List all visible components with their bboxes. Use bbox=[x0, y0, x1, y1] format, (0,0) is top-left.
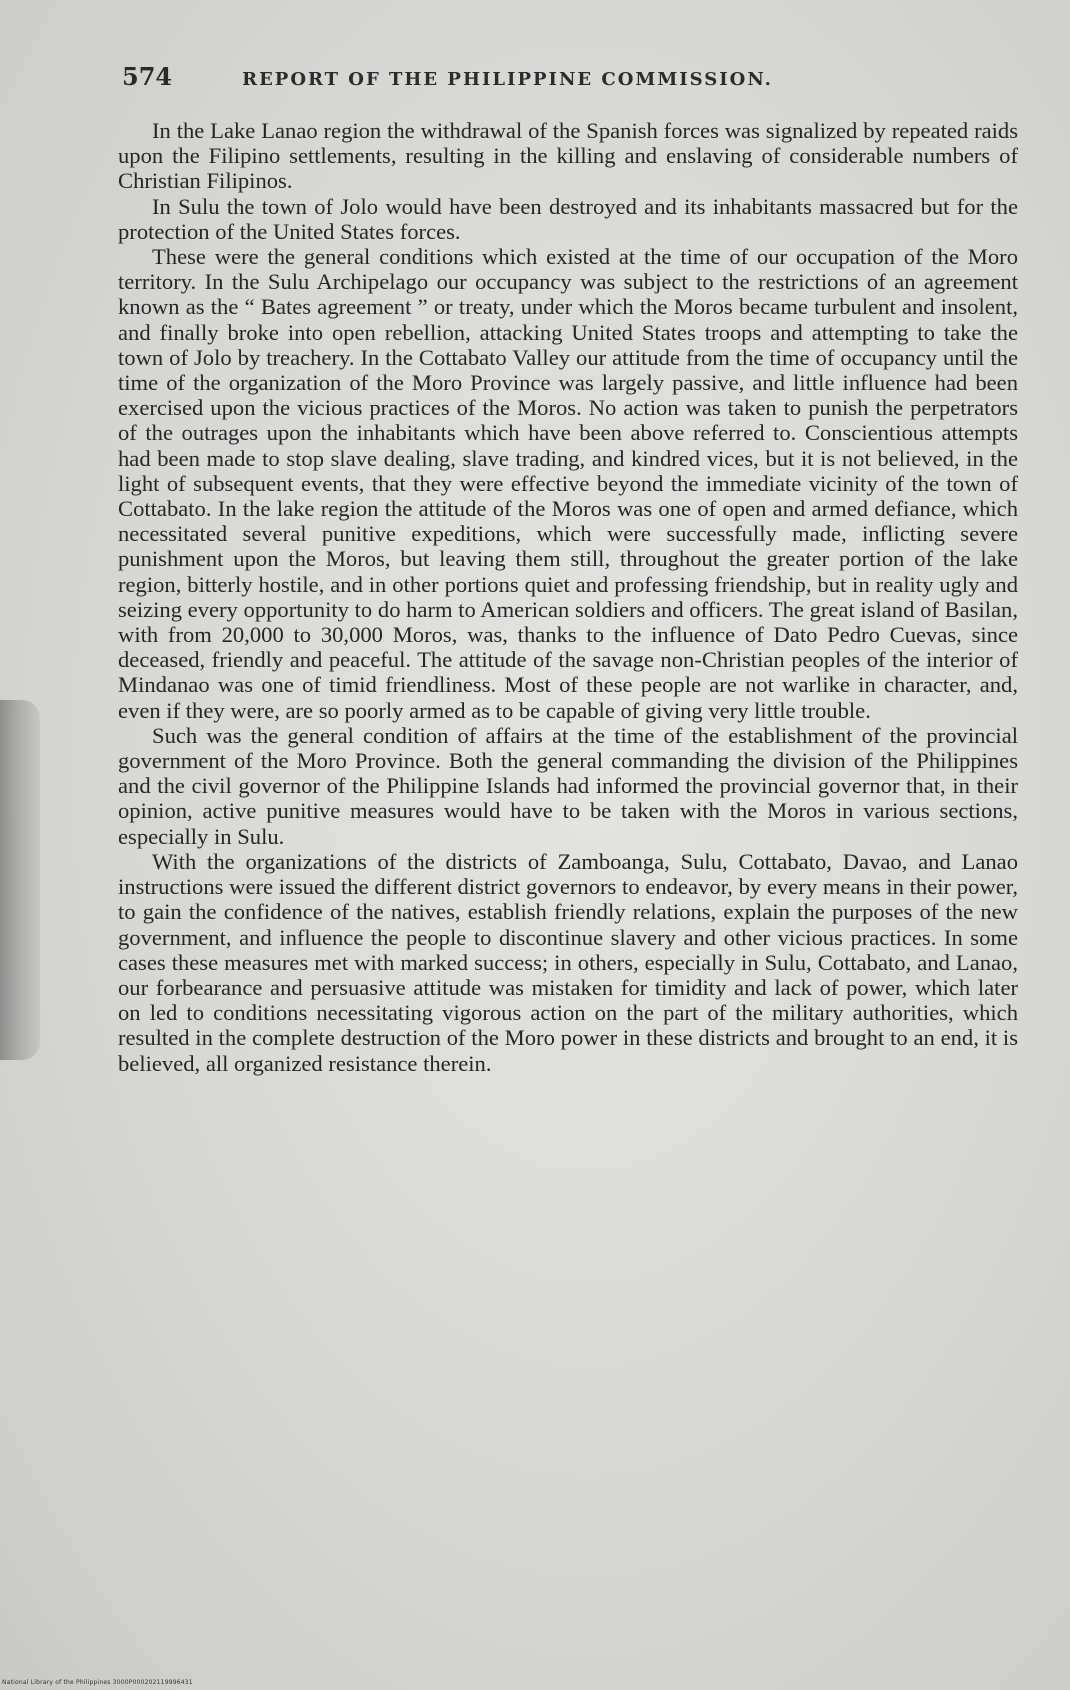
body-text bbox=[118, 118, 1018, 1076]
scan-credit-footer: National Library of the Philippines 3000P000202119996431 bbox=[2, 1679, 193, 1686]
paragraph-district-organizations: With the organizations of the districts of Zamboanga, Sulu, Cottabato, Davao, and Lanao instructions were issued the different district governors to endeavor, by every means in their power, to gain the confidence of the natives, establish friendly relations, explain the purposes of the new government, and influence the people to discontinue slavery and other vicious practices. In some cases these measures met with marked success; in others, especially in Sulu, Cottabato, and Lanao, our forbearance and persuasive attitude was mistaken for timidity and lack of power, which later on led to conditions necessitating vigorous action on the part of the military authorities, which resulted in the complete destruction of the Moro power in these districts and brought to an end, it is believed, all organized resistance therein. bbox=[118, 848, 1018, 1076]
paragraph-general-conditions: These were the general conditions which existed at the time of our occupation of the Moro territory. In the Sulu Archipelago our occupancy was subject to the restrictions of an agreement known as the “ Bates agreement ” or treaty, under which the Moros became turbulent and insolent, and finally broke into open rebellion, attacking United States troops and attempting to take the town of Jolo by treachery. In the Cottabato Valley our attitude from the time of occupancy until the time of the organization of the Moro Province was largely passive, and little influence had been exercised upon the vicious practices of the Moros. No action was taken to punish the perpetrators of the outrages upon the inhabitants which have been above referred to. Conscientious attempts had been made to stop slave dealing, slave trading, and kindred vices, but it is not believed, in the light of subsequent events, that they were effective beyond the immediate vicinity of the town of Cottabato. In the lake region the attitude of the Moros was one of open and armed defiance, which necessitated several punitive expeditions, which were successfully made, inflicting severe punishment upon the Moros, but leaving them still, throughout the greater portion of the lake region, bitterly hostile, and in other portions quiet and professing friendship, but in reality ugly and seizing every opportunity to do harm to American soldiers and officers. The great island of Basilan, with from 20,000 to 30,000 Moros, was, thanks to the influence of Dato Pedro Cuevas, since deceased, friendly and peaceful. The attitude of the savage non-Christian peoples of the interior of Mindanao was one of timid friendliness. Most of these people are not warlike in character, and, even if they were, are so poorly armed as to be capable of giving very little trouble. bbox=[118, 244, 1018, 723]
page-number: 574 bbox=[122, 62, 173, 91]
paragraph-sulu-jolo: In Sulu the town of Jolo would have been destroyed and its inhabitants massacred but for the protection of the United States forces. bbox=[118, 193, 1018, 244]
page-header bbox=[122, 62, 962, 102]
paragraph-provincial-government: Such was the general condition of affairs at the time of the establishment of the provincial government of the Moro Province. Both the general commanding the division of the Philippines and the civil governor of the Philippine Islands had informed the provincial governor that, in their opinion, active punitive measures would have to be taken with the Moros in various sections, especially in Sulu. bbox=[118, 722, 1018, 849]
paragraph-lanao-raids: In the Lake Lanao region the withdrawal of the Spanish forces was signalized by repeated raids upon the Filipino settlements, resulting in the killing and enslaving of considerable numbers of Christian Filipinos. bbox=[118, 118, 1018, 194]
running-title: REPORT OF THE PHILIPPINE COMMISSION. bbox=[242, 69, 773, 90]
scan-page-edge-shadow bbox=[0, 700, 40, 1060]
